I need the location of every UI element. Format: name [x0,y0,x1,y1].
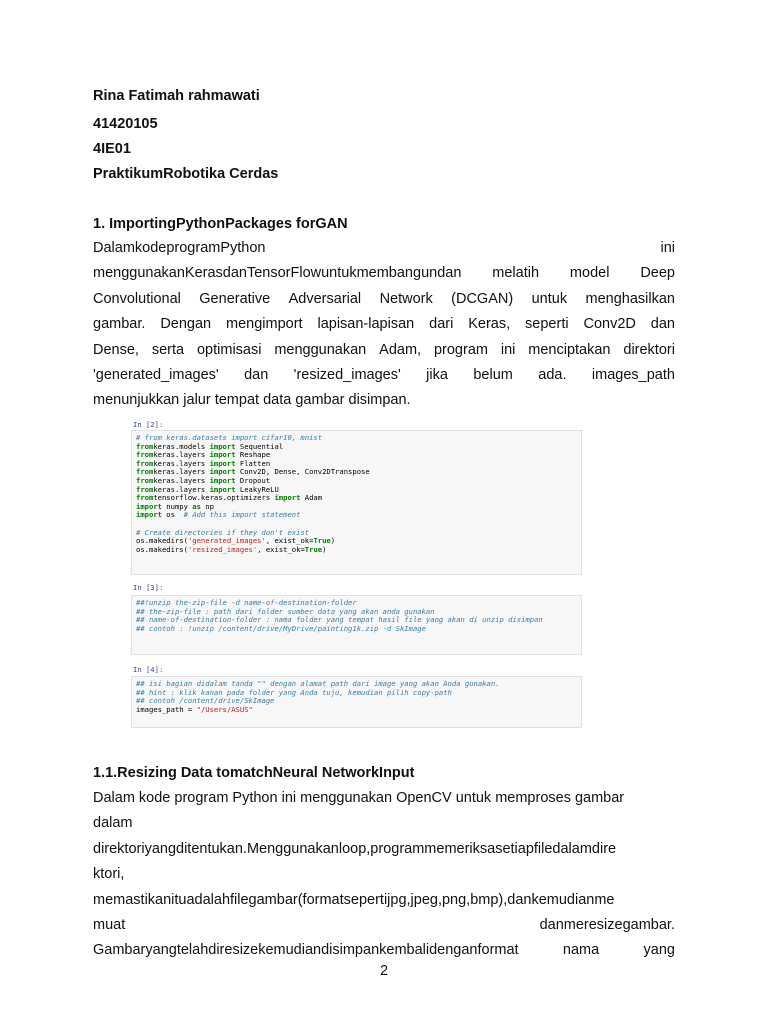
s11-line-6 [93,913,675,938]
page-number: 2 [379,963,389,979]
s11-line-7-c: yang [643,942,675,959]
code-token: import [209,450,236,460]
section-1-line [93,312,675,337]
section-1-word: seperti [525,316,569,333]
code-cell-3 [131,676,582,728]
section-1-word: menggunakan [274,341,367,358]
code-token: from [136,493,154,503]
code-token: import [209,441,236,451]
code-token: 'resized_images' [187,544,258,554]
section-1-word: optimisasi [196,341,262,358]
code-token: Adam [300,493,323,503]
code-token: 'generated_images' [187,536,266,546]
code-token: ## isi bagian didalam tanda "" dengan alamat path dari image yang akan Anda gunakan. [136,679,500,688]
code-token: ## contoh /content/drive/SkImage [136,696,275,706]
student-id: 41420105 [93,116,158,132]
section-1-word: Deep [640,265,675,282]
code-token: tensorflow.keras.optimizers [153,493,275,503]
code-line [136,625,577,634]
section-1-word: (DCGAN) [451,290,514,307]
section-1-word: Conv2D [583,316,636,333]
s11-line-7-b: nama [562,942,600,959]
s11-line-4: ktori, [93,866,125,883]
section-1-word: melatih [492,265,540,282]
section-1-word: 'generated_images' [93,367,219,384]
s11-line-7 [93,938,675,963]
section-1-word: belum [473,367,513,384]
section-1-word: Keras, [468,316,511,333]
section-1-word: dari [429,316,454,333]
code-token: from [136,441,154,451]
code-token: keras.models [153,441,210,451]
cell-prompt-1: In [2]: [133,420,164,429]
section-1-line [93,287,675,312]
code-token: ## hint : klik kanan pada folder yang Anda tuju, kemudian pilih copy-path [136,687,452,697]
code-token: ## contoh : !unzip /content/drive/MyDrive/painting1k.zip -d SkImage [136,623,426,633]
code-token: from [136,484,154,494]
code-token: Flatten [235,458,271,468]
code-token: ## name-of-destination-folder : nama folder yang tempat hasil file yang akan di unzip disimpan [136,615,543,625]
section-1-word: dan [650,316,675,333]
s11-line-7-a: Gambaryangtelahdiresizekemudiandisimpankembalidenganformat [93,942,519,959]
section-1-word: model [569,265,610,282]
code-block-1 [132,431,581,557]
code-token: np [200,501,214,511]
code-token: keras.layers [153,467,210,477]
code-token: ) [322,544,327,554]
code-token: keras.layers [153,484,210,494]
code-block-3 [132,677,581,717]
code-token: os.makedirs( [136,544,188,554]
code-token: ) [330,536,336,546]
section-1-word: menciptakan [528,341,611,358]
code-line [136,706,577,715]
code-token: import [209,475,236,485]
course-name: PraktikumRobotika Cerdas [93,166,279,182]
code-token: ## the-zip-file : path dari folder sumber data yang akan anda gunakan [136,606,435,616]
s11-line-5: memastikanituadalahfilegambar(formatsepertijpg,jpeg,png,bmp),dankemudianme [93,891,615,908]
code-token: True [304,544,323,554]
code-token: , exist_ok= [257,544,305,554]
section-1-word: menggunakanKerasdanTensorFlowuntukmembangundan [93,265,462,282]
section-1-last-line: menunjukkan jalur tempat data gambar disimpan. [93,392,411,409]
code-token: keras.layers [153,475,210,485]
code-token: # Create directories if they don't exist [136,527,310,537]
code-token: import [274,493,301,503]
code-token: import [209,467,236,477]
section-1-line [93,338,675,363]
section-1-word: Generative [199,290,271,307]
section-1-word: dan [244,367,269,384]
code-line [136,546,577,555]
s11-line-2: dalam [93,815,133,832]
s11-line-1: Dalam kode program Python ini menggunakan OpenCV untuk memproses gambar [93,790,625,806]
section-1-word: jika [426,367,448,384]
code-token: images_path = [136,704,197,714]
section-1-paragraph [93,236,675,414]
section-heading-1: 1. ImportingPythonPackages forGAN [93,216,348,232]
section-1-word: gambar. [93,316,146,333]
code-token: from [136,475,154,485]
code-token: Sequential [235,441,284,451]
code-token: import [209,484,236,494]
section-1-word: mengimport [226,316,303,333]
section-1-line [93,363,675,388]
section-1-word: lapisan-lapisan [317,316,415,333]
section-1-word: serta [151,341,185,358]
code-token: LeakyReLU [235,484,279,494]
code-token: import [136,501,162,511]
section-1-word: Adam, [379,341,422,358]
code-line [136,511,577,520]
code-token: numpy [161,501,193,511]
section-1-line [93,236,675,261]
s11-line-3: direktoriyangditentukan.Menggunakanloop,programmemeriksasetiapfiledalamdire [93,840,617,857]
code-token: keras.layers [153,450,210,460]
code-token: # Add this import statement [183,510,301,520]
section-1-word: DalamkodeprogramPython [93,240,266,256]
section-1-word: ada. [538,367,567,384]
section-1-word: untuk [531,290,568,307]
code-token: Conv2D, Dense, Conv2DTranspose [235,467,370,477]
code-token: from [136,467,154,477]
section-1-word: Dengan [160,316,212,333]
section-heading-1-1: 1.1.Resizing Data tomatchNeural NetworkInput [93,765,415,781]
code-token: Dropout [235,475,271,485]
code-cell-2 [131,595,582,655]
section-1-word: Dense, [93,341,139,358]
s11-line-6-a: muat [93,917,126,934]
code-cell-1 [131,430,582,575]
code-token: os [161,510,184,520]
code-token: , exist_ok= [265,536,314,546]
section-1-line [93,261,675,286]
section-1-word: Network [379,290,433,307]
code-token: True [313,536,331,546]
section-1-word: ini [500,341,516,358]
author-name: Rina Fatimah rahmawati [93,88,260,104]
cell-prompt-2: In [3]: [133,583,164,592]
code-token: import [209,458,236,468]
code-token: Reshape [235,450,271,460]
code-token: import [136,510,162,520]
section-1-word: images_path [591,367,675,384]
section-1-word: direktori [623,341,675,358]
code-token: ##!unzip the-zip-file -d name-of-destination-folder [136,598,357,607]
section-1-word: Convolutional [93,290,181,307]
code-token: "/Users/ASUS" [196,704,253,714]
section-1-1-paragraph [93,786,675,964]
section-1-word: ini [660,240,675,256]
code-block-2 [132,596,581,636]
code-token: # from keras.datasets import cifar10, mnist [136,433,323,442]
section-1-word: program [433,341,488,358]
section-1-word: 'resized_images' [293,367,401,384]
code-token: from [136,458,154,468]
section-1-word: Adversarial [288,290,362,307]
s11-line-6-b: danmeresizegambar. [539,917,675,934]
code-token: as [192,501,201,511]
section-1-justified-lines [93,236,675,388]
code-token: from [136,450,154,460]
class-code: 4IE01 [93,141,131,157]
code-token: keras.layers [153,458,210,468]
code-token: os.makedirs( [136,536,188,546]
cell-prompt-3: In [4]: [133,665,164,674]
section-1-word: menghasilkan [585,290,675,307]
